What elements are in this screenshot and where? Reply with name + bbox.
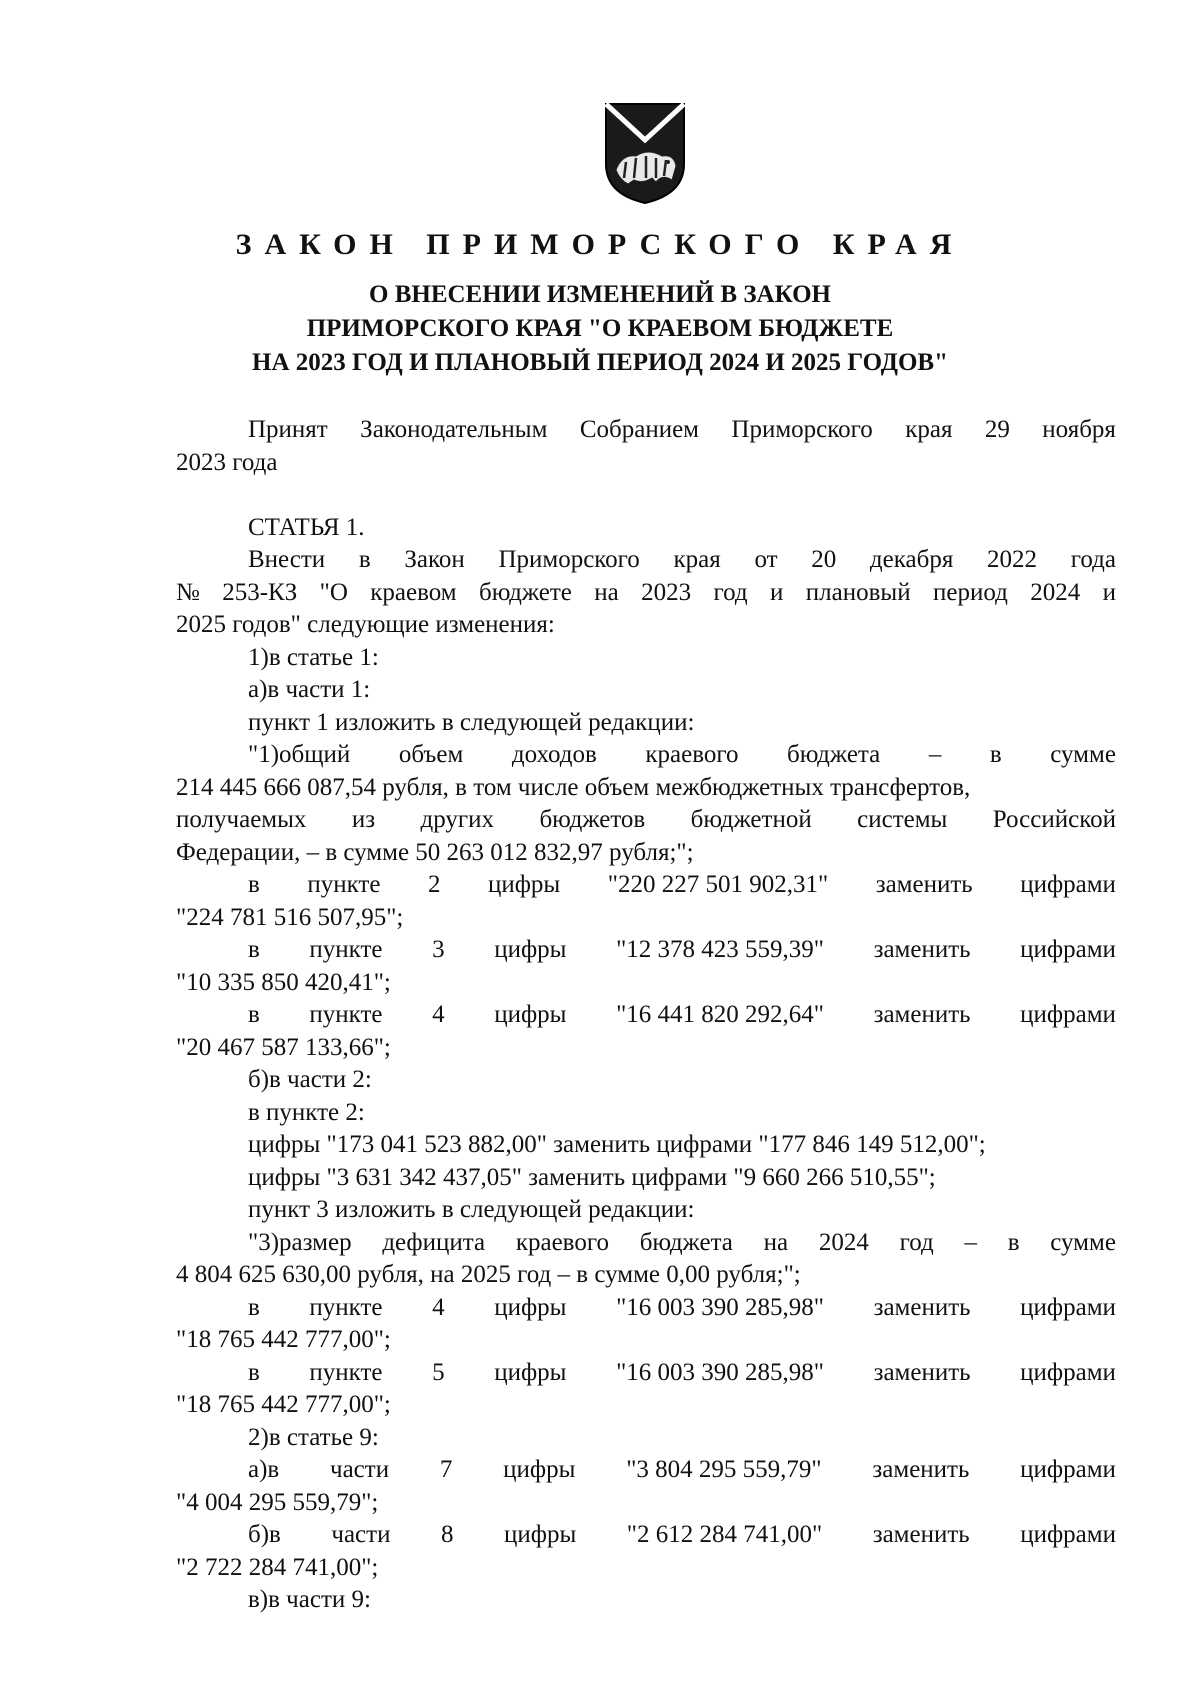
paragraph-line: "4 004 295 559,79";	[176, 1488, 379, 1516]
paragraph-line: Федерации, – в сумме 50 263 012 832,97 рубля;";	[176, 838, 694, 866]
word: цифры	[503, 1521, 577, 1548]
word: заменить	[873, 1358, 971, 1386]
coat-of-arms-icon	[602, 100, 688, 206]
paragraph-line: "224 781 516 507,95";	[176, 903, 404, 931]
word: объем	[398, 741, 464, 768]
paragraph-line: "18 765 442 777,00";	[176, 1326, 391, 1353]
word: бюджета	[787, 741, 881, 768]
word: бюджетов	[539, 806, 646, 833]
paragraph-line: цифры "3 631 342 437,05" заменить цифрами "9 660 266 510,55";	[248, 1163, 936, 1191]
paragraph-line: в пункте 2:	[248, 1098, 365, 1126]
word: №	[176, 578, 200, 606]
word: в	[989, 741, 1002, 768]
word: на	[594, 578, 619, 606]
list-item: 1)в статье 1:	[248, 643, 379, 671]
subtitle-line: НА 2023 ГОД И ПЛАНОВЫЙ ПЕРИОД 2024 И 2025 ГОДОВ"	[252, 349, 948, 376]
word: дефицита	[382, 1228, 486, 1256]
word: заменить	[873, 936, 971, 963]
law-subtitle	[0, 278, 1200, 380]
paragraph-line	[176, 1519, 1116, 1552]
paragraph-line: 4 804 625 630,00 рубля, на 2025 год – в сумме 0,00 рубля;";	[176, 1261, 801, 1288]
word: в	[248, 936, 260, 963]
word: в	[248, 1358, 260, 1386]
paragraph-line	[176, 739, 1116, 772]
word: 8	[440, 1521, 454, 1548]
word: края	[905, 416, 953, 443]
word: заменить	[875, 871, 973, 898]
word: Принят	[248, 416, 328, 443]
word: цифры	[494, 936, 567, 963]
word: краевом	[370, 578, 457, 606]
word: пункте	[309, 1293, 383, 1321]
word: "16 441 820 292,64"	[616, 1001, 824, 1028]
word: года	[1070, 546, 1116, 573]
word: пункте	[309, 1001, 383, 1028]
subtitle-line: ПРИМОРСКОГО КРАЯ "О КРАЕВОМ БЮДЖЕТЕ	[306, 315, 894, 342]
word: 3	[432, 936, 445, 963]
word: Приморского	[498, 546, 640, 573]
word: –	[928, 741, 942, 768]
word: заменить	[873, 1293, 971, 1321]
word: 5	[432, 1358, 445, 1386]
paragraph-line	[176, 999, 1116, 1032]
paragraph-line	[176, 544, 1116, 577]
word: и	[770, 578, 784, 606]
word: сумме	[1050, 1228, 1116, 1256]
word: ноября	[1042, 416, 1116, 443]
word: 2	[427, 871, 441, 898]
law-title: ЗАКОН ПРИМОРСКОГО КРАЯ	[235, 228, 965, 261]
paragraph-line	[176, 869, 1116, 902]
word: 2024	[1030, 578, 1081, 606]
word: "220 227 501 902,31"	[607, 871, 829, 898]
word: Внести	[248, 546, 326, 573]
word: цифрами	[1020, 936, 1116, 963]
subtitle-line: О ВНЕСЕНИИ ИЗМЕНЕНИЙ В ЗАКОН	[369, 281, 831, 308]
word: цифрами	[1020, 1456, 1116, 1483]
word: 2022	[987, 546, 1038, 573]
word: от	[754, 546, 778, 573]
word: цифры	[487, 871, 561, 898]
word: доходов	[511, 741, 597, 768]
word: Приморского	[731, 416, 873, 443]
word: "1)общий	[248, 741, 351, 768]
word: –	[964, 1228, 977, 1256]
word: бюджета	[639, 1228, 733, 1256]
paragraph-line	[176, 577, 1116, 610]
word: края	[673, 546, 721, 573]
word: 253-КЗ	[222, 578, 298, 606]
word: "12 378 423 559,39"	[616, 936, 824, 963]
word: "3)размер	[248, 1228, 352, 1256]
word: б)в	[248, 1521, 281, 1548]
list-item: 2)в статье 9:	[248, 1423, 379, 1451]
word: в	[1007, 1228, 1020, 1256]
paragraph-line	[176, 1292, 1116, 1325]
word: и	[1102, 578, 1116, 606]
word: заменить	[873, 1001, 971, 1028]
word: в	[248, 1001, 260, 1028]
word: Законодательным	[360, 416, 548, 443]
word: других	[420, 806, 495, 833]
paragraph-line	[176, 934, 1116, 967]
paragraph-line: цифры "173 041 523 882,00" заменить цифрами "177 846 149 512,00";	[248, 1131, 986, 1158]
paragraph-line: "20 467 587 133,66";	[176, 1033, 391, 1061]
paragraph-line	[176, 1357, 1116, 1390]
word: цифры	[494, 1001, 567, 1028]
paragraph-line: пункт 3 изложить в следующей редакции:	[248, 1196, 695, 1223]
paragraph-line: "10 335 850 420,41";	[176, 968, 391, 996]
adoption-line	[176, 414, 1116, 447]
word: пункте	[309, 1358, 383, 1386]
word: на	[763, 1228, 789, 1256]
word: плановый	[805, 578, 911, 606]
word: 7	[439, 1456, 453, 1483]
list-item: в)в части 9:	[248, 1586, 371, 1613]
word: в	[248, 871, 260, 898]
paragraph-line: 2025 годов" следующие изменения:	[176, 611, 555, 638]
paragraph-line: пункт 1 изложить в следующей редакции:	[248, 708, 695, 736]
word: "16 003 390 285,98"	[616, 1293, 824, 1321]
word: в	[248, 1293, 260, 1321]
adoption-line: 2023 года	[176, 448, 278, 476]
word: в	[358, 546, 371, 573]
word: 29	[984, 416, 1010, 443]
word: краевого	[645, 741, 739, 768]
word: цифрами	[1020, 1293, 1116, 1321]
document-body	[176, 414, 1116, 1617]
word: цифры	[494, 1358, 567, 1386]
paragraph-line	[176, 1454, 1116, 1487]
word: из	[351, 806, 376, 833]
paragraph-line	[176, 1227, 1116, 1260]
word: "О	[319, 578, 348, 606]
word: краевого	[515, 1228, 609, 1256]
paragraph-line: 214 445 666 087,54 рубля, в том числе объем межбюджетных трансфертов,	[176, 773, 971, 801]
word: Российской	[992, 806, 1116, 833]
article-heading: СТАТЬЯ 1.	[248, 513, 365, 541]
word: декабря	[869, 546, 954, 573]
word: заменить	[872, 1456, 970, 1483]
word: системы	[857, 806, 948, 833]
word: части	[331, 1521, 391, 1548]
word: цифры	[494, 1293, 567, 1321]
word: "3 804 295 559,79"	[626, 1456, 822, 1483]
word: цифрами	[1020, 871, 1116, 898]
word: пункте	[307, 871, 381, 898]
word: 4	[432, 1293, 445, 1321]
list-item: а)в части 1:	[248, 676, 371, 703]
paragraph-line: "18 765 442 777,00";	[176, 1391, 391, 1418]
word: цифрами	[1020, 1001, 1116, 1028]
word: пункте	[309, 936, 383, 963]
paragraph-line: "2 722 284 741,00";	[176, 1553, 379, 1581]
word: цифры	[503, 1456, 576, 1483]
word: 20	[811, 546, 837, 573]
word: 2023	[641, 578, 692, 606]
word: цифрами	[1020, 1358, 1116, 1386]
word: "16 003 390 285,98"	[616, 1358, 824, 1386]
word: Закон	[404, 546, 465, 573]
word: получаемых	[176, 806, 307, 833]
word: 2024	[818, 1228, 869, 1256]
paragraph-line	[176, 804, 1116, 837]
word: части	[330, 1456, 390, 1483]
word: а)в	[248, 1456, 280, 1483]
word: Собранием	[579, 416, 699, 443]
word: год	[899, 1228, 934, 1256]
list-item: б)в части 2:	[248, 1066, 372, 1093]
word: бюджете	[478, 578, 572, 606]
word: 4	[432, 1001, 445, 1028]
word: заменить	[872, 1521, 970, 1548]
word: год	[713, 578, 748, 606]
word: сумме	[1050, 741, 1116, 768]
word: "2 612 284 741,00"	[626, 1521, 823, 1548]
word: бюджетной	[690, 806, 812, 833]
word: цифрами	[1020, 1521, 1116, 1548]
word: период	[932, 578, 1008, 606]
